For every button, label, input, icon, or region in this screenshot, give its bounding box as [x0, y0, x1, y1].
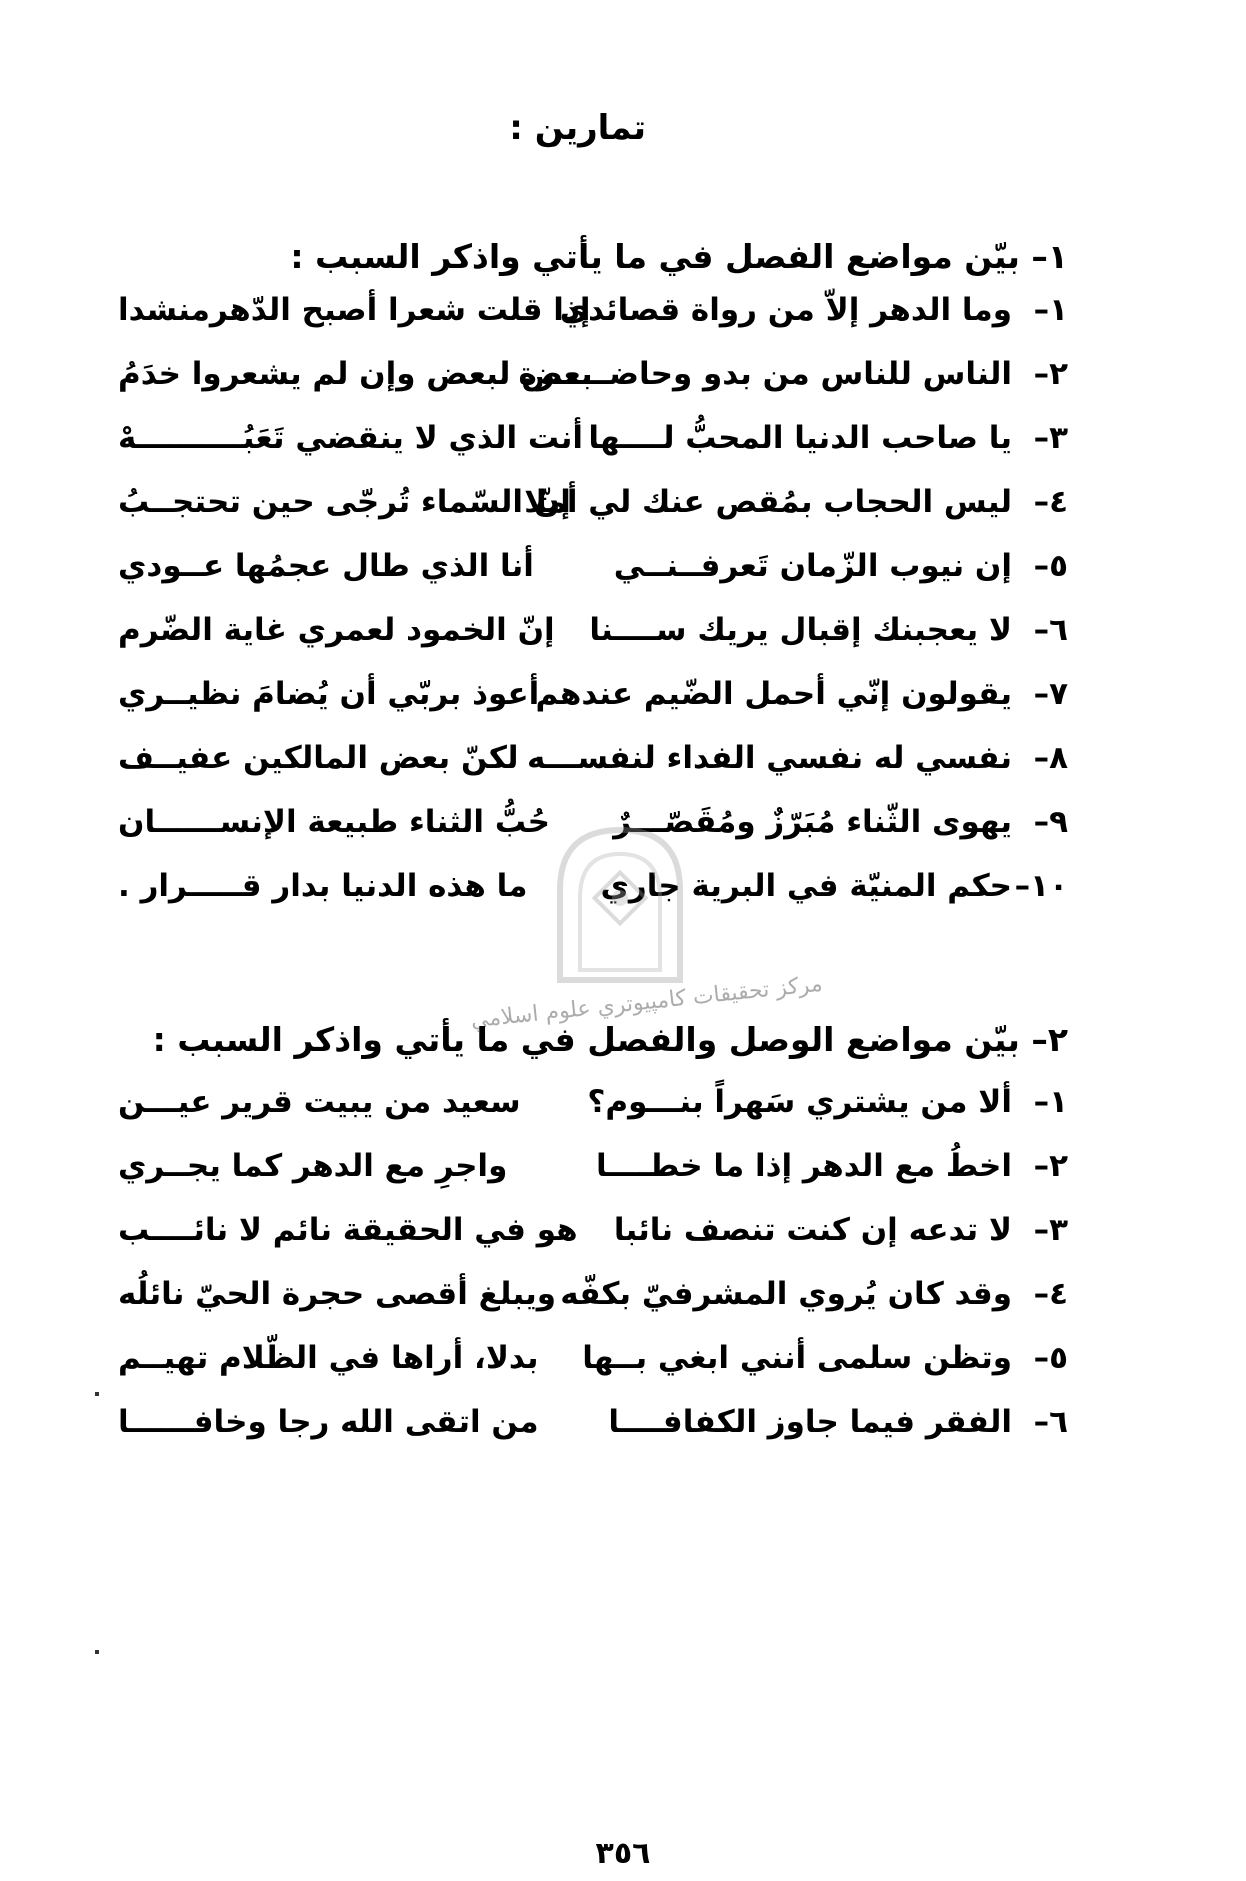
verse-first-hemistich: ألا من يشتري سَهراً بنـــوم؟	[587, 1084, 1012, 1120]
verse-second-hemistich: أنا الذي طال عجمُها عــودي	[118, 548, 534, 584]
verse-second-hemistich: أعوذ بربّي أن يُضامَ نظيــري	[118, 676, 540, 712]
verse-first-hemistich: اخطُ مع الدهر إذا ما خطــــا	[595, 1148, 1012, 1184]
verse-line	[118, 1084, 1068, 1138]
verse-number: ٣–	[1033, 420, 1068, 456]
verse-line	[118, 1404, 1068, 1458]
page-number: ٣٥٦	[595, 1836, 651, 1871]
verse-first-hemistich: وتظن سلمى أنني ابغي بــها	[582, 1340, 1012, 1376]
verse-second-hemistich: إذا قلت شعرا أصبح الدّهرمنشدا	[118, 292, 591, 328]
verse-first-hemistich: يهوى الثّناء مُبَرّزٌ ومُقَصّـــرٌ	[613, 804, 1012, 840]
verse-number: ٧–	[1033, 676, 1068, 712]
verse-second-hemistich: بعض لبعض وإن لم يشعروا خدَمُ	[118, 356, 593, 392]
verse-number: ٦–	[1033, 1404, 1068, 1440]
verse-number: ٩–	[1033, 804, 1068, 840]
verse-number: ٦–	[1033, 612, 1068, 648]
verse-line	[118, 420, 1068, 474]
verse-number: ٣–	[1033, 1212, 1068, 1248]
scan-speck	[95, 1650, 99, 1654]
verse-second-hemistich: من اتقى الله رجا وخافــــــا	[118, 1404, 539, 1440]
exercise-2-heading: ٢– بيّن مواضع الوصل والفصل في ما يأتي واذكر السبب :	[152, 1020, 1068, 1059]
verse-first-hemistich: يقولون إنّي أحمل الضّيم عندهم	[535, 676, 1012, 712]
verse-number: ١–	[1033, 292, 1068, 328]
verse-number: ٤–	[1033, 1276, 1068, 1312]
verse-line	[118, 676, 1068, 730]
verse-line	[118, 548, 1068, 602]
verse-second-hemistich: حُبُّ الثناء طبيعة الإنســــــان	[118, 804, 550, 840]
page-title: تمارين :	[509, 108, 646, 148]
watermark-text: مركز تحقيقات كامپيوتري علوم اسلامي	[469, 971, 824, 1034]
watermark-seal-icon	[540, 820, 700, 990]
verse-line	[118, 356, 1068, 410]
verse-line	[118, 1276, 1068, 1330]
verse-second-hemistich: هو في الحقيقة نائم لا نائــــب	[118, 1212, 578, 1248]
verse-number: ٢–	[1033, 356, 1068, 392]
verse-second-hemistich: لكنّ بعض المالكين عفيــف	[118, 740, 519, 776]
verse-line	[118, 292, 1068, 346]
verse-second-hemistich: ويبلغ أقصى حجرة الحيّ نائلُه	[118, 1276, 557, 1312]
verse-first-hemistich: يا صاحب الدنيا المحبُّ لــــها	[588, 420, 1012, 456]
verse-first-hemistich: إن نيوب الزّمان تَعرفــنــي	[613, 548, 1012, 584]
verse-line	[118, 1340, 1068, 1394]
verse-number: ٨–	[1033, 740, 1068, 776]
verse-first-hemistich: حكم المنيّة في البرية جاري	[600, 868, 1012, 904]
exercise-1-heading: ١– بيّن مواضع الفصل في ما يأتي واذكر السبب :	[290, 237, 1068, 276]
verse-first-hemistich: ليس الحجاب بمُقص عنك لي أملا	[524, 484, 1012, 520]
scan-speck	[95, 1392, 99, 1396]
verse-first-hemistich: لا يعجبنك إقبال يريك ســــنا	[589, 612, 1012, 648]
verse-second-hemistich: سعيد من يبيت قرير عيـــن	[118, 1084, 521, 1120]
verse-first-hemistich: الناس للناس من بدو وحاضـــــرة	[518, 356, 1012, 392]
verse-second-hemistich: إنّ الخمود لعمري غاية الضّرم	[118, 612, 555, 648]
verse-first-hemistich: وقد كان يُروي المشرفيّ بكفّه	[560, 1276, 1012, 1312]
verse-number: ٢–	[1033, 1148, 1068, 1184]
verse-number: ١–	[1033, 1084, 1068, 1120]
verse-line	[118, 1212, 1068, 1266]
verse-first-hemistich: نفسي له نفسي الفداء لنفســـه	[526, 740, 1012, 776]
verse-second-hemistich: أنت الذي لا ينقضي تَعَبُــــــــــهْ	[118, 420, 583, 456]
verse-first-hemistich: الفقر فيما جاوز الكفافــــا	[608, 1404, 1012, 1440]
verse-line	[118, 740, 1068, 794]
verse-first-hemistich: وما الدهر إلاّ من رواة قصائدي	[559, 292, 1012, 328]
verse-number: ٤–	[1033, 484, 1068, 520]
verse-line	[118, 612, 1068, 666]
verse-second-hemistich: بدلا، أراها في الظّلام تهيــم	[118, 1340, 539, 1376]
verse-second-hemistich: واجرِ مع الدهر كما يجــري	[118, 1148, 508, 1184]
verse-number: ٥–	[1033, 1340, 1068, 1376]
verse-line	[118, 484, 1068, 538]
verse-number: ٥–	[1033, 548, 1068, 584]
verse-second-hemistich: إنّ السّماء تُرجّى حين تحتجــبُ	[118, 484, 571, 520]
verse-second-hemistich: ما هذه الدنيا بدار قـــــرار .	[118, 868, 528, 904]
verse-first-hemistich: لا تدعه إن كنت تنصف نائبا	[613, 1212, 1012, 1248]
verse-number: ١٠–	[1014, 868, 1068, 904]
verse-line	[118, 1148, 1068, 1202]
